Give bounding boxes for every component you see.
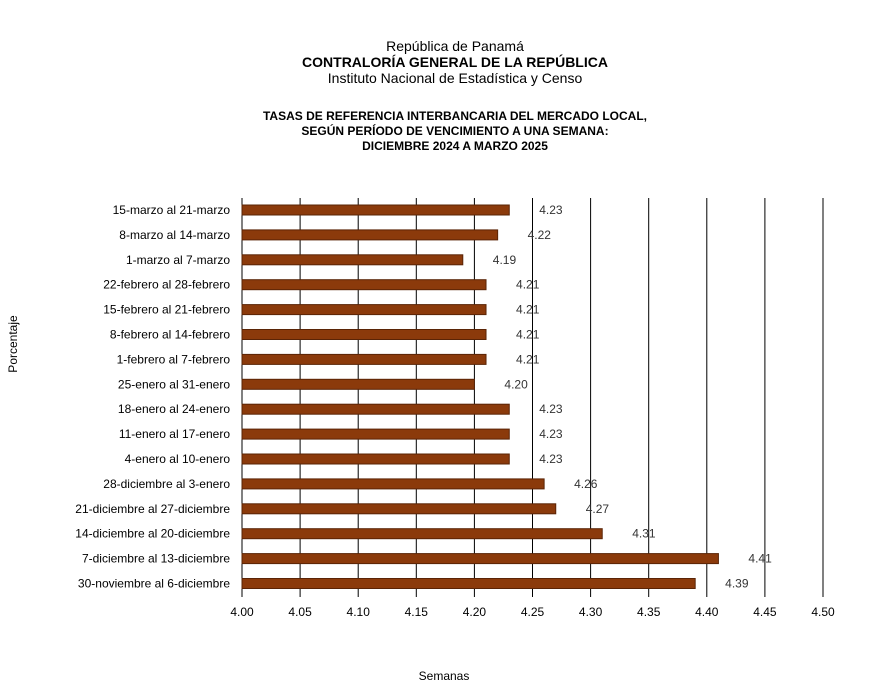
x-tick-label-2: 4.10 [346,605,370,619]
bar-4 [242,305,486,315]
data-label-7: 4.20 [504,377,528,392]
bar-8 [242,404,509,414]
category-label-5: 8-febrero al 14-febrero [109,327,230,342]
data-label-6: 4.21 [516,352,540,367]
x-tick-label-1: 4.05 [288,605,312,619]
bar-11 [242,479,544,489]
x-tick-label-5: 4.25 [520,605,545,619]
data-label-8: 4.23 [539,402,563,417]
bar-1 [242,230,498,240]
data-label-9: 4.23 [539,427,563,442]
header-country: República de Panamá [386,38,524,54]
bar-5 [242,330,486,340]
bar-6 [242,354,486,364]
chart-title-line-3: DICIEMBRE 2024 A MARZO 2025 [362,139,548,153]
ticks-layer [230,605,835,619]
x-tick-label-10: 4.50 [811,605,835,619]
bar-14 [242,554,718,564]
chart-title-line-1: TASAS DE REFERENCIA INTERBANCARIA DEL MERCADO LOCAL, [262,109,647,123]
x-axis-title: Semanas [418,669,470,683]
x-tick-label-6: 4.30 [578,605,603,619]
header-institution: CONTRALORÍA GENERAL DE LA REPÚBLICA [302,54,608,70]
category-label-13: 14-diciembre al 20-diciembre [75,526,230,541]
chart-title-line-2: SEGÚN PERÍODO DE VENCIMIENTO A UNA SEMANA: [301,124,609,138]
bar-9 [242,429,509,439]
bar-2 [242,255,463,265]
category-label-4: 15-febrero al 21-febrero [103,302,230,317]
data-label-5: 4.21 [516,327,540,342]
category-label-8: 18-enero al 24-enero [117,402,230,417]
category-label-7: 25-enero al 31-enero [117,377,230,392]
data-label-0: 4.23 [539,203,563,217]
x-tick-label-7: 4.35 [637,605,661,619]
bar-7 [242,379,474,389]
data-label-10: 4.23 [539,452,563,466]
category-label-10: 4-enero al 10-enero [124,452,230,466]
data-label-14: 4.41 [748,551,772,566]
data-label-12: 4.27 [585,501,610,516]
x-tick-label-9: 4.45 [753,605,777,619]
category-label-15: 30-noviembre al 6-diciembre [77,576,230,591]
category-label-11: 28-diciembre al 3-enero [103,476,230,491]
y-axis-title: Porcentaje [6,315,20,373]
category-label-2: 1-marzo al 7-marzo [125,252,230,267]
category-label-9: 11-enero al 17-enero [118,427,230,442]
category-label-3: 22-febrero al 28-febrero [103,277,230,292]
data-label-1: 4.22 [527,227,551,242]
data-label-15: 4.39 [725,576,749,591]
bar-3 [242,280,486,290]
x-tick-label-3: 4.15 [404,605,428,619]
data-label-2: 4.19 [492,252,517,267]
bar-13 [242,529,602,539]
data-label-13: 4.31 [632,526,656,541]
category-label-1: 8-marzo al 14-marzo [119,227,230,242]
header-institute: Instituto Nacional de Estadística y Censo [327,70,583,86]
data-label-3: 4.21 [516,277,540,292]
data-label-4: 4.21 [516,302,540,317]
category-label-14: 7-diciembre al 13-diciembre [81,551,230,566]
data-label-11: 4.26 [574,476,598,491]
bar-0 [242,205,509,215]
x-tick-label-8: 4.40 [695,605,719,619]
bar-12 [242,504,556,514]
x-tick-label-0: 4.00 [230,605,254,619]
bar-10 [242,454,509,464]
category-label-6: 1-febrero al 7-febrero [116,352,230,367]
bar-15 [242,579,695,589]
category-label-0: 15-marzo al 21-marzo [112,203,230,217]
category-label-12: 21-diciembre al 27-diciembre [75,501,230,516]
x-tick-label-4: 4.20 [462,605,487,619]
